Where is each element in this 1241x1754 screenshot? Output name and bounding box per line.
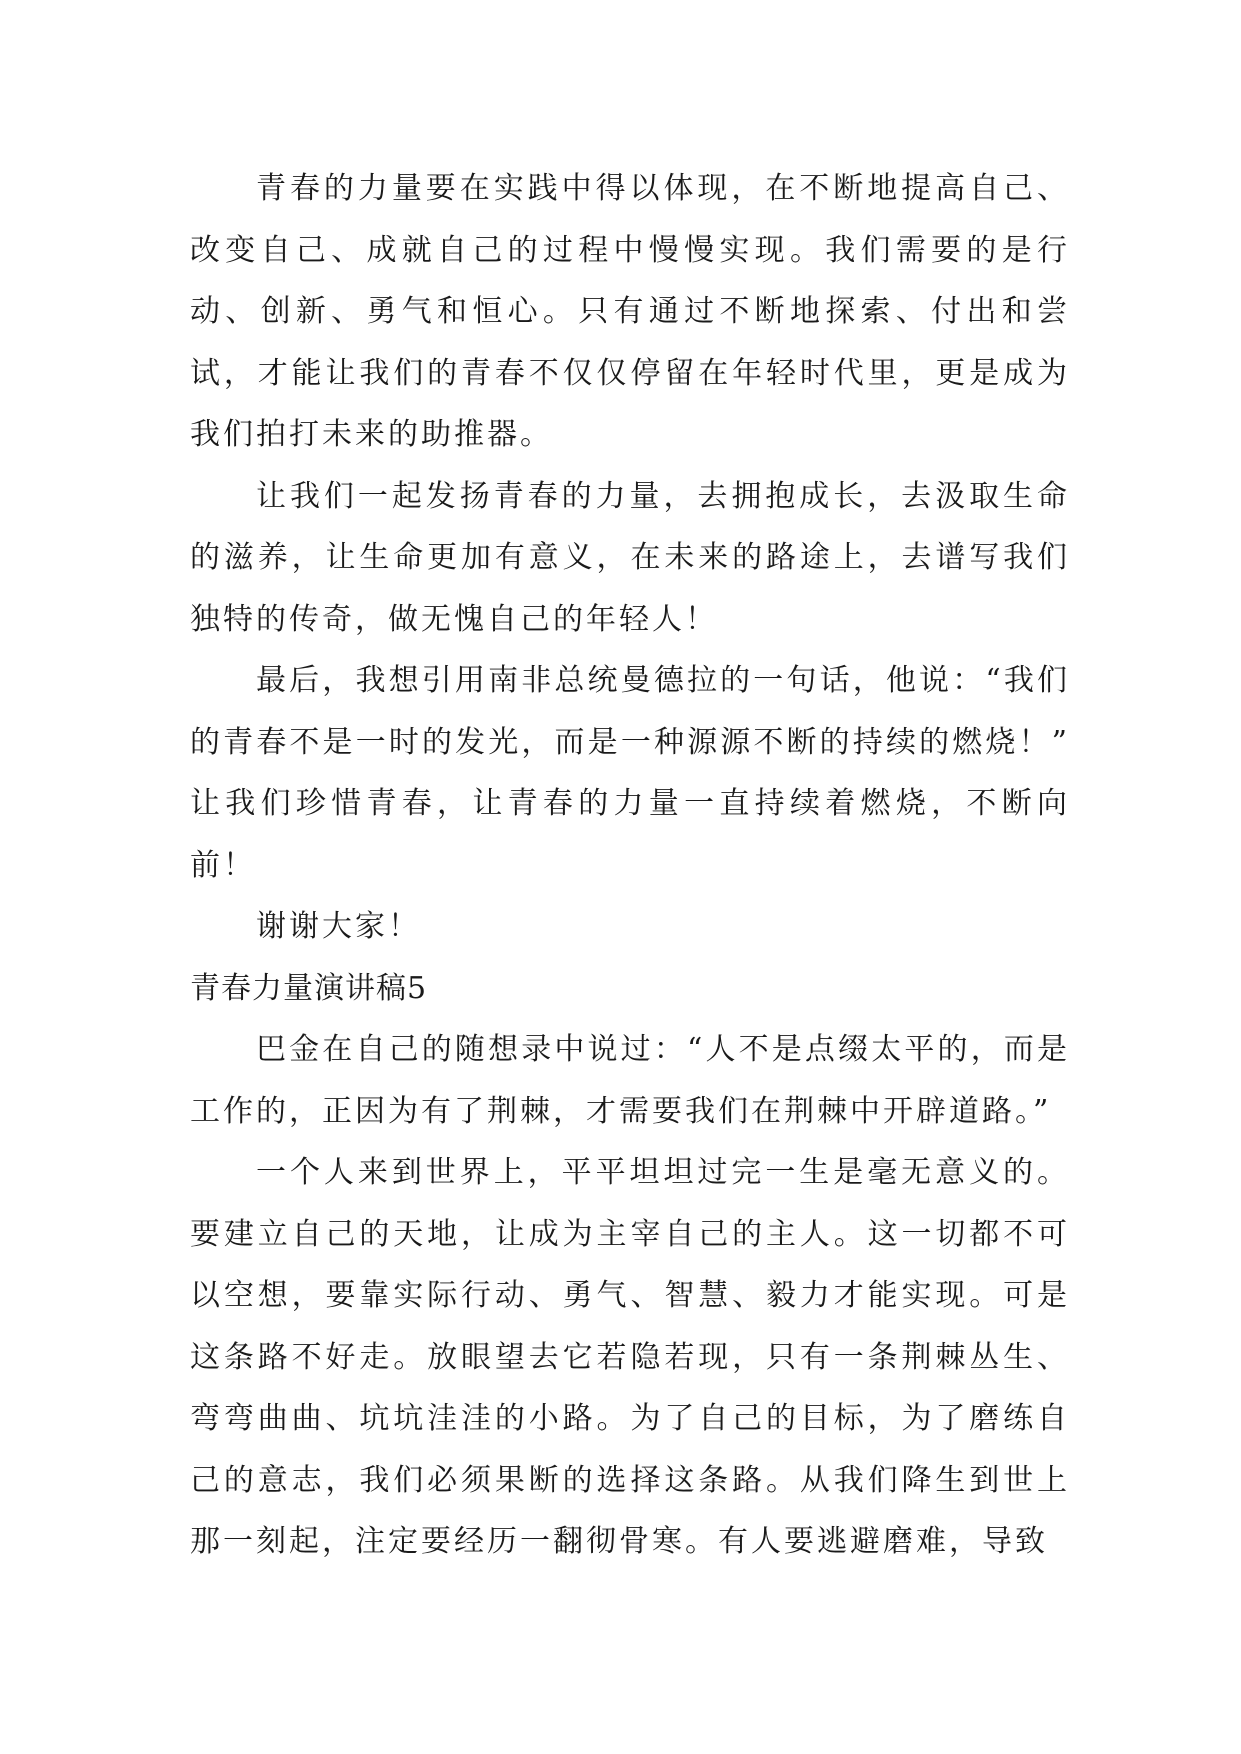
paragraph-embrace-growth: 让我们一起发扬青春的力量，去拥抱成长，去汲取生命的滋养，让生命更加有意义，在未来的路途上，去谱写我们独特的传奇，做无愧自己的年轻人！ (190, 478, 1070, 637)
paragraph-practice: 青春的力量要在实践中得以体现，在不断地提高自己、改变自己、成就自己的过程中慢慢实现。我们需要的是行动、创新、勇气和恒心。只有通过不断地探索、付出和尝试，才能让我们的青春不仅仅停留在年轻时代里，更是成为我们拍打未来的助推器。 (190, 171, 1070, 452)
paragraph-bajin-quote: 巴金在自己的随想录中说过：“人不是点缀太平的，而是工作的，正因为有了荆棘，才需要我们在荆棘中开辟道路。” (190, 1032, 1070, 1129)
paragraph-thorny-road: 一个人来到世界上，平平坦坦过完一生是毫无意义的。要建立自己的天地，让成为主宰自己的主人。这一切都不可以空想，要靠实际行动、勇气、智慧、毅力才能实现。可是这条路不好走。放眼望去它若隐若现，只有一条荆棘丛生、弯弯曲曲、坑坑洼洼的小路。为了自己的目标，为了磨练自己的意志，我们必须果断的选择这条路。从我们降生到世上那一刻起，注定要经历一翻彻骨寒。有人要逃避磨难，导致 (190, 1155, 1070, 1559)
document-body (190, 158, 1070, 1573)
paragraph-mandela-quote: 最后，我想引用南非总统曼德拉的一句话，他说：“我们的青春不是一时的发光，而是一种源源不断的持续的燃烧！” 让我们珍惜青春，让青春的力量一直持续着燃烧，不断向前！ (190, 663, 1070, 883)
section-title: 青春力量演讲稿5 (190, 970, 428, 1006)
paragraph-thanks: 谢谢大家！ (256, 909, 421, 944)
